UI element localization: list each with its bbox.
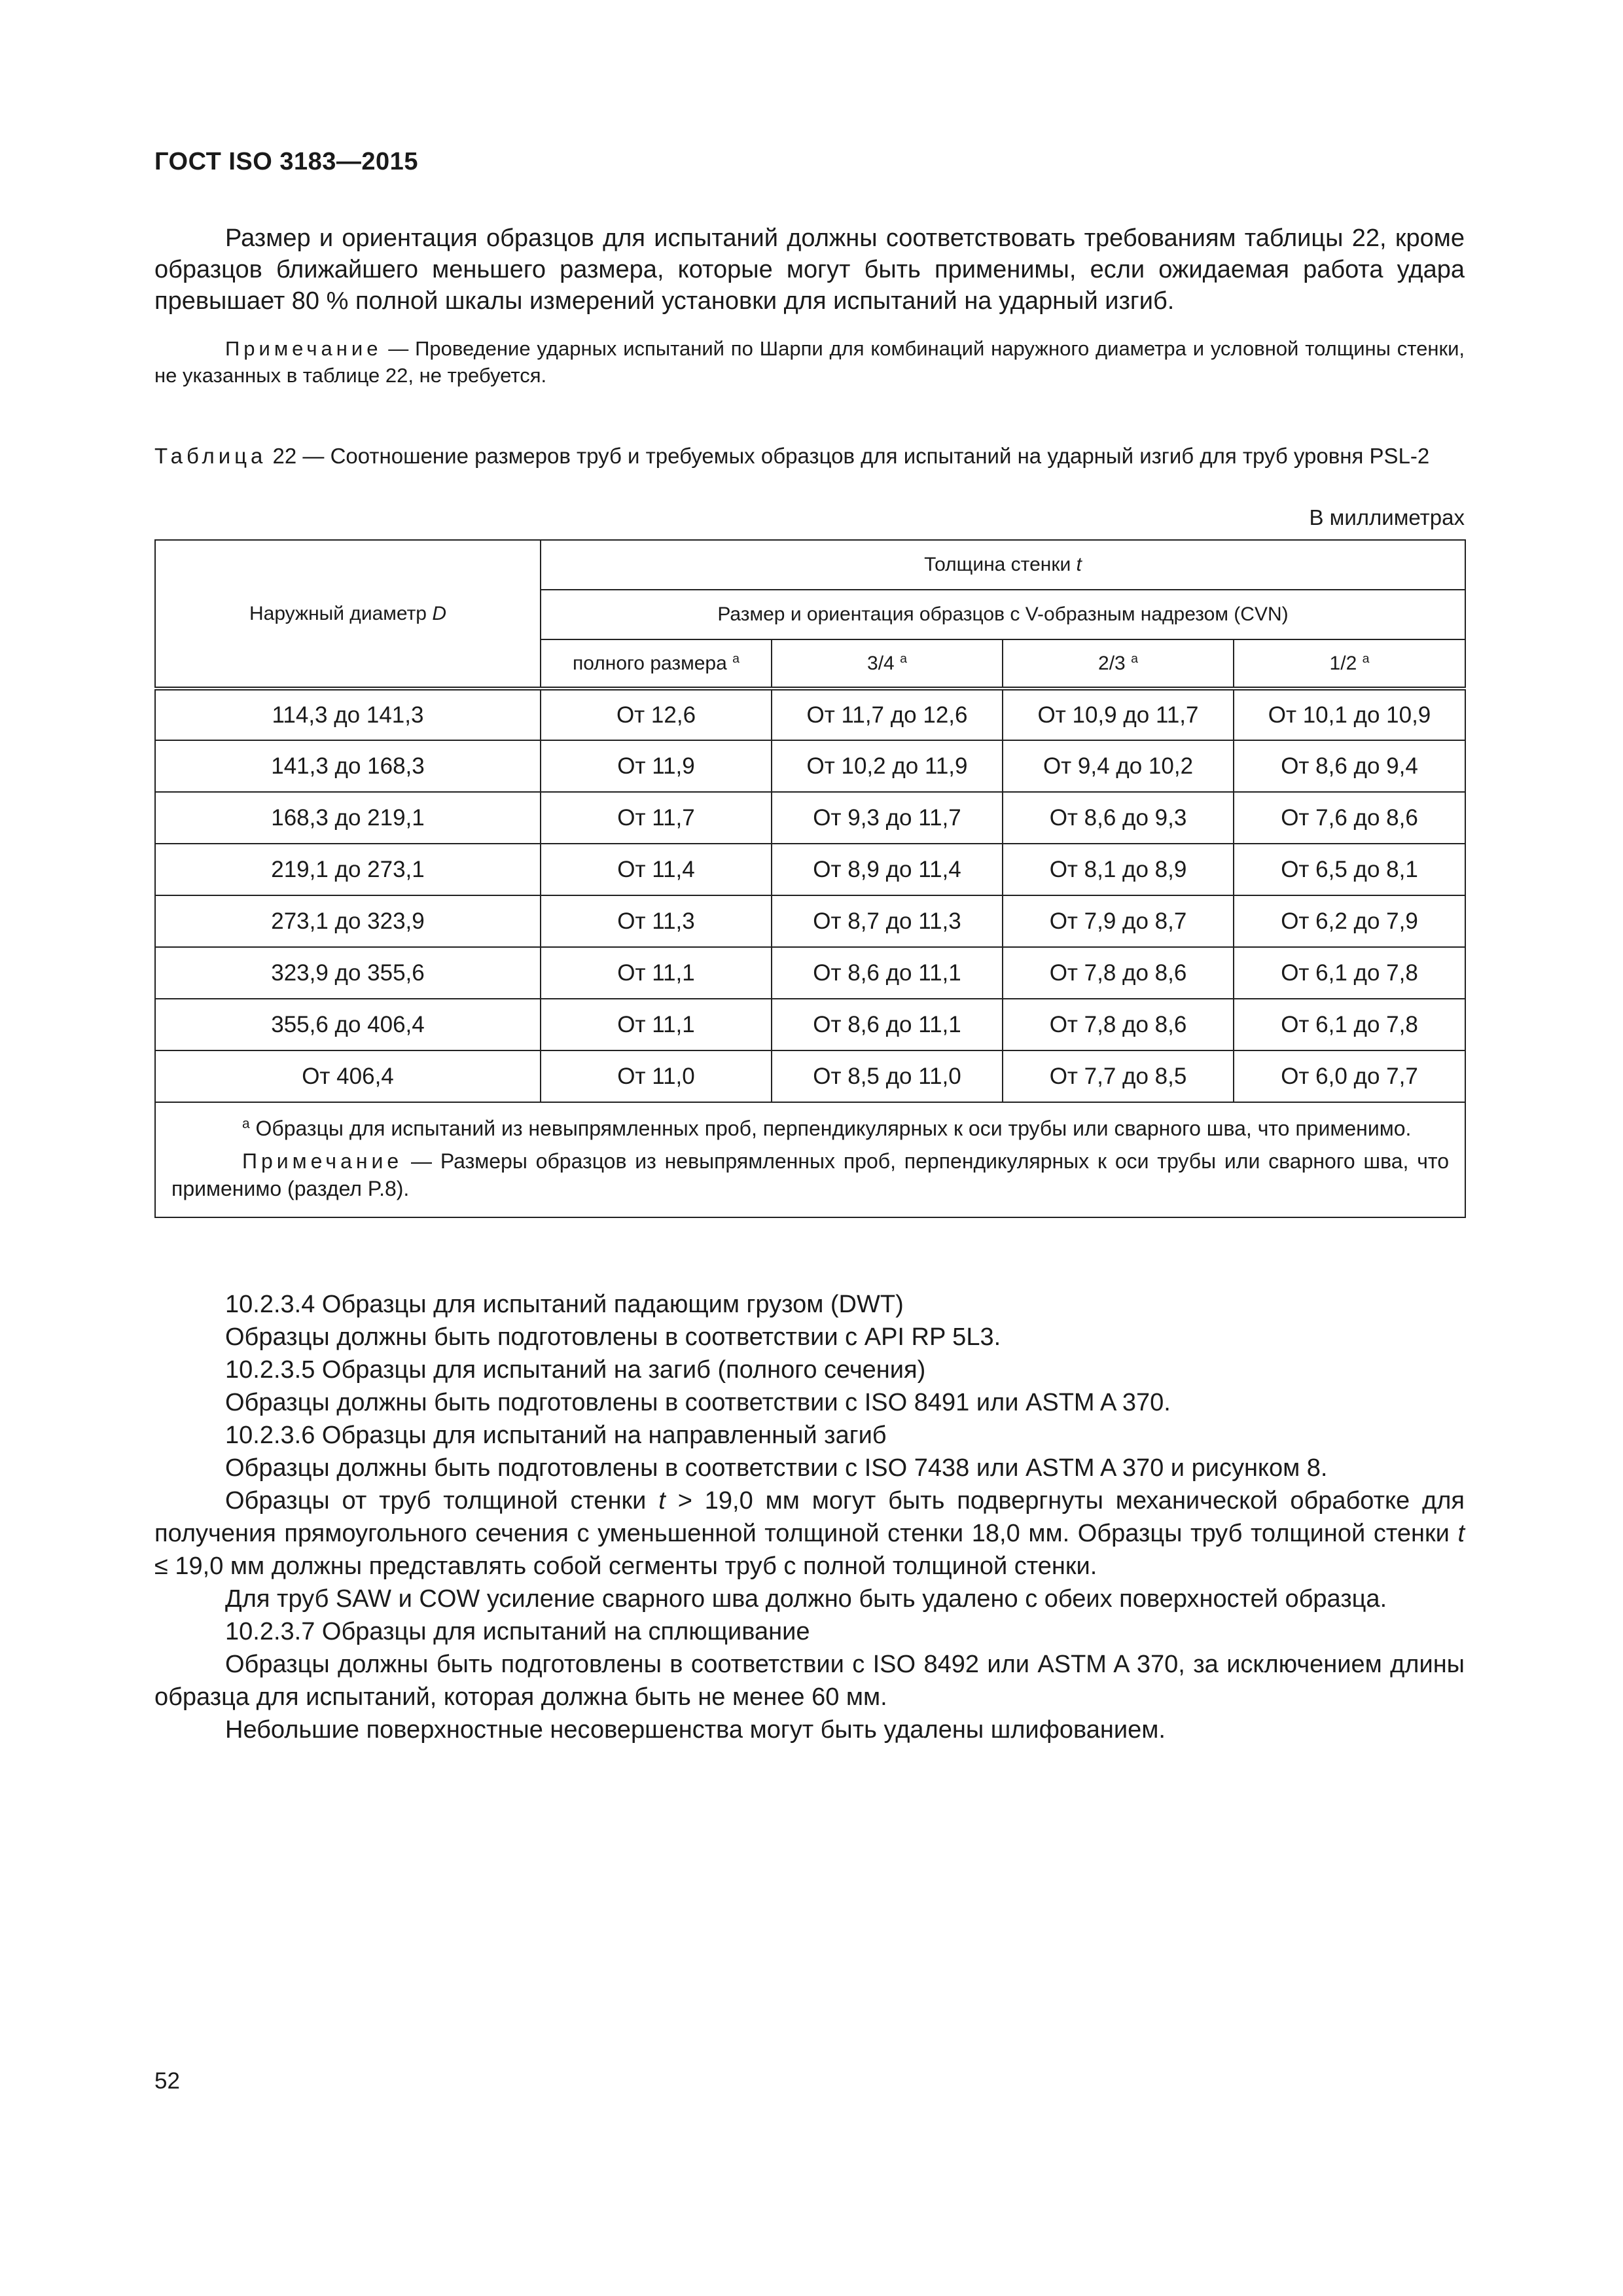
cell-3-4: От 8,6 до 11,1 (772, 947, 1003, 999)
note-text: — Проведение ударных испытаний по Шарпи для комбинаций наружного диаметра и условной толщины стенки, не указанных в таблице 22, не требуется. (154, 337, 1465, 387)
header-two-thirds: 2/3 $^a$ (1003, 639, 1234, 689)
table-caption-text: 22 — Соотношение размеров труб и требуемых образцов для испытаний на ударный изгиб для труб уровня PSL-2 (266, 444, 1430, 468)
cell-full: От 12,6 (541, 689, 772, 740)
section-paragraph: Образцы должны быть подготовлены в соответствии с ISO 8491 или ASTM A 370. (225, 1389, 1171, 1416)
cell-1-2: От 6,2 до 7,9 (1234, 895, 1465, 947)
table-units: В миллиметрах (1309, 505, 1465, 529)
cell-3-4: От 9,3 до 11,7 (772, 792, 1003, 844)
cell-1-2: От 6,1 до 7,8 (1234, 999, 1465, 1050)
cell-full: От 11,1 (541, 999, 772, 1050)
section-heading: 10.2.3.7 Образцы для испытаний на сплющивание (225, 1618, 810, 1645)
cell-full: От 11,0 (541, 1050, 772, 1102)
table-row (155, 1050, 1465, 1102)
table-row (155, 895, 1465, 947)
intro-note (154, 335, 1465, 389)
cell-diameter: 273,1 до 323,9 (155, 895, 541, 947)
table-header-row (155, 540, 1465, 590)
cell-diameter: 219,1 до 273,1 (155, 844, 541, 895)
table-row (155, 740, 1465, 792)
cell-diameter: 355,6 до 406,4 (155, 999, 541, 1050)
table-row (155, 792, 1465, 844)
cell-2-3: От 8,1 до 8,9 (1003, 844, 1234, 895)
cell-1-2: От 10,1 до 10,9 (1234, 689, 1465, 740)
table-footnotes (155, 1102, 1465, 1217)
cell-full: От 11,4 (541, 844, 772, 895)
cell-diameter: От 406,4 (155, 1050, 541, 1102)
cell-2-3: От 7,8 до 8,6 (1003, 999, 1234, 1050)
section-paragraph: Образцы должны быть подготовлены в соответствии с ISO 8492 или ASTM A 370, за исключением длины образца для испытаний, которая должна быть не менее 60 мм. (154, 1651, 1465, 1711)
cell-1-2: От 7,6 до 8,6 (1234, 792, 1465, 844)
header-specimen-size: Размер и ориентация образцов с V-образным надрезом (CVN) (541, 590, 1465, 639)
cell-2-3: От 10,9 до 11,7 (1003, 689, 1234, 740)
header-full-size: полного размера $^a$ (541, 639, 772, 689)
cell-3-4: От 11,7 до 12,6 (772, 689, 1003, 740)
specimen-size-table (154, 539, 1466, 1218)
cell-full: От 11,7 (541, 792, 772, 844)
table-row (155, 689, 1465, 740)
cell-2-3: От 9,4 до 10,2 (1003, 740, 1234, 792)
cell-full: От 11,9 (541, 740, 772, 792)
cell-full: От 11,1 (541, 947, 772, 999)
section-heading: 10.2.3.6 Образцы для испытаний на направленный загиб (225, 1422, 887, 1449)
cell-1-2: От 6,5 до 8,1 (1234, 844, 1465, 895)
section-paragraph: Образцы от труб толщиной стенки t > 19,0 мм могут быть подвергнуты механической обработке для получения прямоугольного сечения с уменьшенной толщиной стенки 18,0 мм. Образцы труб толщиной стенки t ≤ 19,0 мм должны представлять собой сегменты труб с полной толщиной стенки. (154, 1487, 1465, 1580)
cell-2-3: От 7,9 до 8,7 (1003, 895, 1234, 947)
cell-2-3: От 7,8 до 8,6 (1003, 947, 1234, 999)
header-three-quarter: 3/4 $^a$ (772, 639, 1003, 689)
section-paragraph: Образцы должны быть подготовлены в соответствии с ISO 7438 или ASTM A 370 и рисунком 8. (225, 1454, 1328, 1482)
cell-diameter: 168,3 до 219,1 (155, 792, 541, 844)
cell-3-4: От 8,6 до 11,1 (772, 999, 1003, 1050)
header-wall-thickness: Толщина стенки t (541, 540, 1465, 590)
cell-1-2: От 6,1 до 7,8 (1234, 947, 1465, 999)
table-row (155, 999, 1465, 1050)
document-header: ГОСТ ISO 3183—2015 (154, 148, 418, 175)
table-note: Примечание — Размеры образцов из невыпрямленных проб, перпендикулярных к оси трубы или сварного шва, что применимо (раздел P.8). (171, 1149, 1450, 1200)
section-paragraph: Для труб SAW и COW усиление сварного шва должно быть удалено с обеих поверхностей образца. (225, 1585, 1387, 1613)
cell-2-3: От 7,7 до 8,5 (1003, 1050, 1234, 1102)
cell-diameter: 114,3 до 141,3 (155, 689, 541, 740)
table-row (155, 844, 1465, 895)
page-number: 52 (154, 2068, 180, 2094)
cell-diameter: 141,3 до 168,3 (155, 740, 541, 792)
section-heading: 10.2.3.5 Образцы для испытаний на загиб (полного сечения) (225, 1356, 926, 1384)
cell-2-3: От 8,6 до 9,3 (1003, 792, 1234, 844)
section-paragraph: Образцы должны быть подготовлены в соответствии с API RP 5L3. (225, 1323, 1001, 1351)
cell-3-4: От 8,7 до 11,3 (772, 895, 1003, 947)
table-caption (154, 442, 1465, 469)
section-text (154, 1288, 1465, 1746)
cell-diameter: 323,9 до 355,6 (155, 947, 541, 999)
section-heading: 10.2.3.4 Образцы для испытаний падающим грузом (DWT) (225, 1291, 904, 1318)
section-paragraph: Небольшие поверхностные несовершенства могут быть удалены шлифованием. (225, 1716, 1166, 1744)
header-half: 1/2 $^a$ (1234, 639, 1465, 689)
cell-3-4: От 8,5 до 11,0 (772, 1050, 1003, 1102)
intro-paragraph: Размер и ориентация образцов для испытаний должны соответствовать требованиям таблицы 22, кроме образцов ближайшего меньшего размера, которые могут быть применимы, если ожидаемая работа удара превышает 80 % полной шкалы измерений установки для испытаний на ударный изгиб. (154, 224, 1465, 315)
cell-1-2: От 6,0 до 7,7 (1234, 1050, 1465, 1102)
table-footnote: $^a$ Образцы для испытаний из невыпрямленных проб, перпендикулярных к оси трубы или сварного шва, что применимо. (242, 1116, 1412, 1140)
cell-1-2: От 8,6 до 9,4 (1234, 740, 1465, 792)
table-caption-label: Таблица (154, 444, 267, 468)
header-outer-diameter: Наружный диаметр D (155, 540, 541, 689)
note-label: Примечание (225, 337, 382, 360)
cell-3-4: От 8,9 до 11,4 (772, 844, 1003, 895)
table-footer-row (155, 1102, 1465, 1217)
cell-3-4: От 10,2 до 11,9 (772, 740, 1003, 792)
cell-full: От 11,3 (541, 895, 772, 947)
table-row (155, 947, 1465, 999)
